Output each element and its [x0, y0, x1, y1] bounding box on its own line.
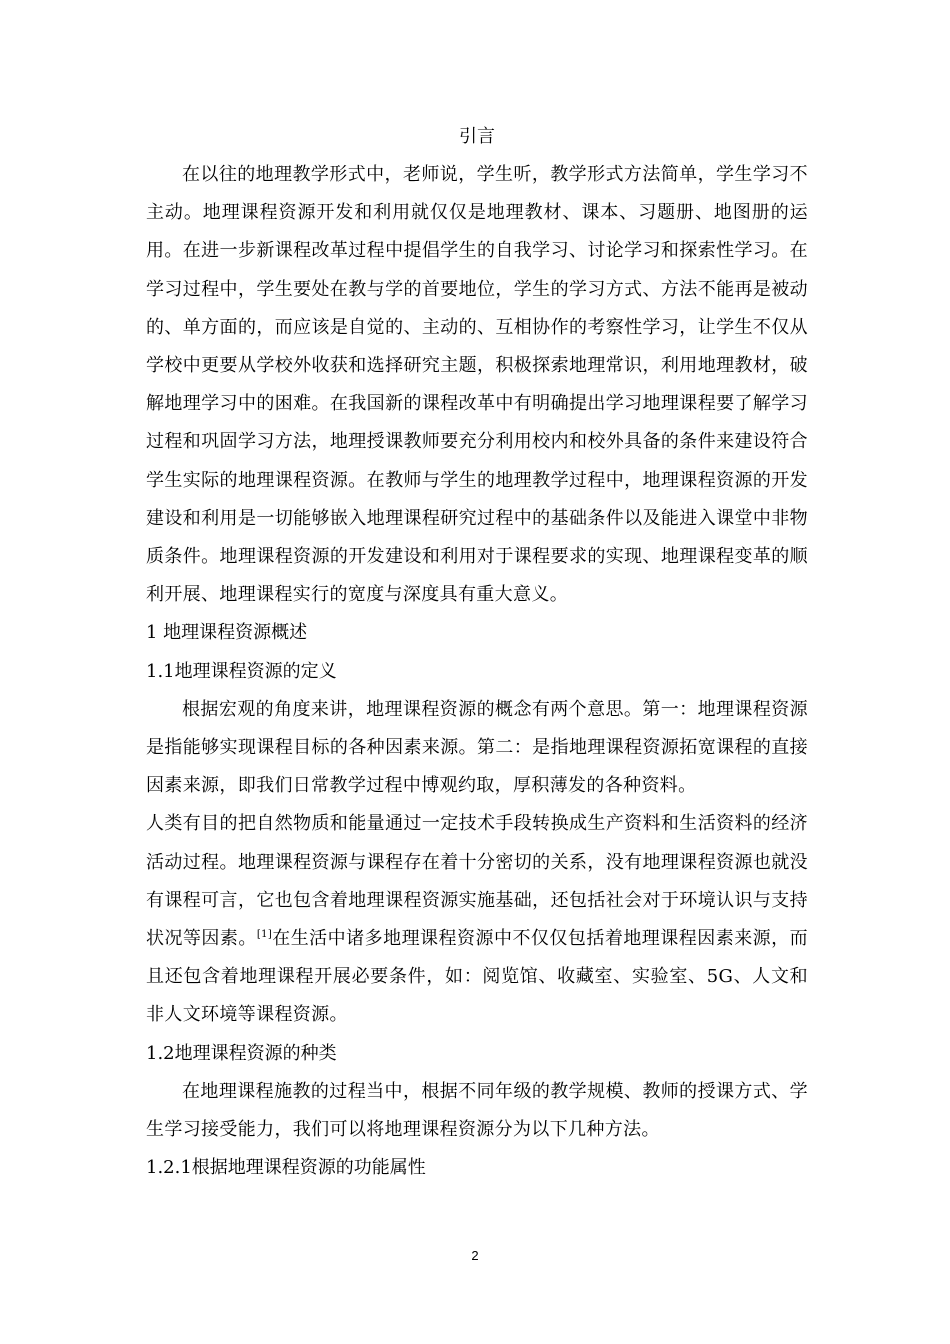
paragraph-text-after-citation: 在生活中诸多地理课程资源中不仅仅包括着地理课程因素来源，而且还包含着地理课程开展必要条件，如：阅览馆、收藏室、实验室、5G、人文和非人文环境等课程资源。	[146, 928, 808, 1026]
section-1-2-1-heading: 1.2.1根据地理课程资源的功能属性	[146, 1157, 426, 1179]
section-1-2-paragraph: 在地理课程施教的过程当中，根据不同年级的教学规模、教师的授课方式、学生学习接受能力，我们可以将地理课程资源分为以下几种方法。	[146, 1080, 808, 1141]
paragraph-text-before-citation: 人类有目的把自然物质和能量通过一定技术手段转换成生产资料和生活资料的经济活动过程。地理课程资源与课程存在着十分密切的关系，没有地理课程资源也就没有课程可言，它也包含着地理课程资源实施基础，还包括社会对于环境认识与支持状况等因素。	[146, 813, 808, 950]
section-1-heading: 1 地理课程资源概述	[146, 622, 308, 644]
section-1-2-heading: 1.2地理课程资源的种类	[146, 1042, 337, 1064]
intro-paragraph: 在以往的地理教学形式中，老师说，学生听，教学形式方法简单，学生学习不主动。地理课程资源开发和利用就仅仅是地理教材、课本、习题册、地图册的运用。在进一步新课程改革过程中提倡学生的自我学习、讨论学习和探索性学习。在学习过程中，学生要处在教与学的首要地位，学生的学习方式、方法不能再是被动的、单方面的，而应该是自觉的、主动的、互相协作的考察性学习，让学生不仅从学校中更要从学校外收获和选择研究主题，积极探索地理常识，利用地理教材，破解地理学习中的困难。在我国新的课程改革中有明确提出学习地理课程要了解学习过程和巩固学习方法，地理授课教师要充分利用校内和校外具备的条件来建设符合学生实际的地理课程资源。在教师与学生的地理教学过程中，地理课程资源的开发建设和利用是一切能够嵌入地理课程研究过程中的基础条件以及能进入课堂中非物质条件。地理课程资源的开发建设和利用对于课程要求的实现、地理课程变革的顺利开展、地理课程实行的宽度与深度具有重大意义。	[146, 164, 808, 606]
citation-marker: [1]	[256, 929, 273, 941]
section-1-1-heading: 1.1地理课程资源的定义	[146, 660, 337, 682]
section-1-1-paragraph-1: 根据宏观的角度来讲，地理课程资源的概念有两个意思。第一：地理课程资源是指能够实现课程目标的各种因素来源。第二：是指地理课程资源拓宽课程的直接因素来源，即我们日常教学过程中博观约取，厚积薄发的各种资料。	[146, 698, 808, 797]
section-1-1-paragraph-2	[146, 805, 808, 1034]
page-number: 2	[471, 1248, 479, 1263]
page-content	[146, 118, 808, 1187]
page-title: 引言	[459, 126, 495, 147]
